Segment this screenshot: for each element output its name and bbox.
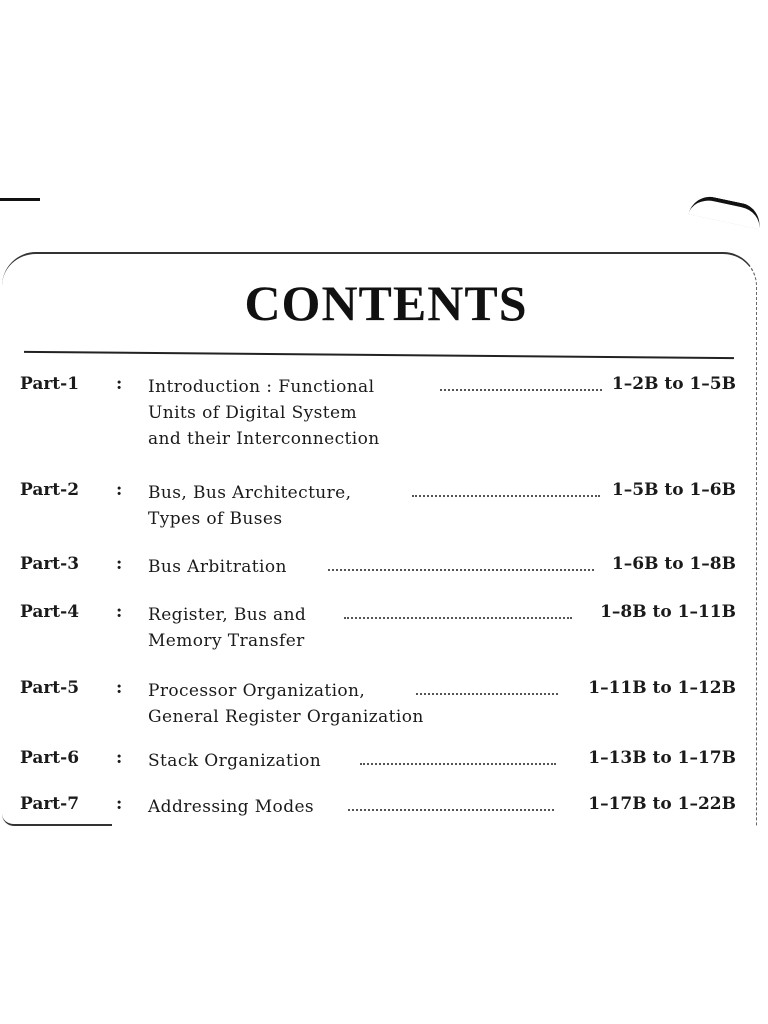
entry-title-line: Memory Transfer — [148, 631, 305, 651]
page-range: 1–17B to 1–22B — [588, 794, 736, 814]
entry-title-line: Types of Buses — [148, 509, 283, 529]
part-number: Part-7 — [20, 794, 80, 814]
page-title: CONTENTS — [244, 275, 528, 331]
title-rule — [24, 351, 734, 359]
part-number: Part-6 — [20, 748, 80, 768]
entry-title — [148, 374, 380, 452]
separator: : — [116, 678, 123, 698]
dot-leader — [360, 763, 556, 765]
entry-title — [148, 554, 287, 580]
dot-leader — [440, 389, 602, 391]
entry-title — [148, 678, 424, 730]
part-number: Part-3 — [20, 554, 80, 574]
page-edge-right — [688, 193, 763, 229]
entry-title-line: Stack Organization — [148, 751, 322, 771]
dot-leader — [348, 809, 554, 811]
separator: : — [116, 602, 123, 622]
page-range: 1–11B to 1–12B — [588, 678, 736, 698]
separator: : — [116, 748, 123, 768]
separator: : — [116, 374, 123, 394]
separator: : — [116, 554, 123, 574]
part-number: Part-1 — [20, 374, 80, 394]
entry-title-line: Introduction : Functional — [148, 377, 375, 397]
part-number: Part-2 — [20, 480, 80, 500]
page-range: 1–2B to 1–5B — [611, 374, 736, 394]
entry-title — [148, 480, 351, 532]
entry-title — [148, 794, 314, 820]
entry-title-line: General Register Organization — [148, 707, 424, 727]
page-range: 1–13B to 1–17B — [588, 748, 736, 768]
dot-leader — [412, 495, 600, 497]
entry-title-line: and their Interconnection — [148, 429, 380, 449]
contents-page — [2, 252, 757, 826]
entry-title — [148, 748, 321, 774]
page-corner-edge — [2, 814, 112, 826]
entry-title-line: Register, Bus and — [148, 605, 307, 625]
entry-title-line: Units of Digital System — [148, 403, 357, 423]
dot-leader — [328, 569, 594, 571]
page-range: 1–8B to 1–11B — [600, 602, 736, 622]
dot-leader — [344, 617, 572, 619]
separator: : — [116, 794, 123, 814]
entry-title — [148, 602, 306, 654]
page-range: 1–6B to 1–8B — [611, 554, 736, 574]
entry-title-line: Processor Organization, — [148, 681, 366, 701]
page-range: 1–5B to 1–6B — [611, 480, 736, 500]
dot-leader — [416, 693, 558, 695]
entry-title-line: Bus, Bus Architecture, — [148, 483, 352, 503]
entry-title-line: Bus Arbitration — [148, 557, 287, 577]
separator: : — [116, 480, 123, 500]
part-number: Part-5 — [20, 678, 80, 698]
page-edge-left — [0, 198, 40, 207]
entry-title-line: Addressing Modes — [148, 797, 315, 817]
part-number: Part-4 — [20, 602, 80, 622]
